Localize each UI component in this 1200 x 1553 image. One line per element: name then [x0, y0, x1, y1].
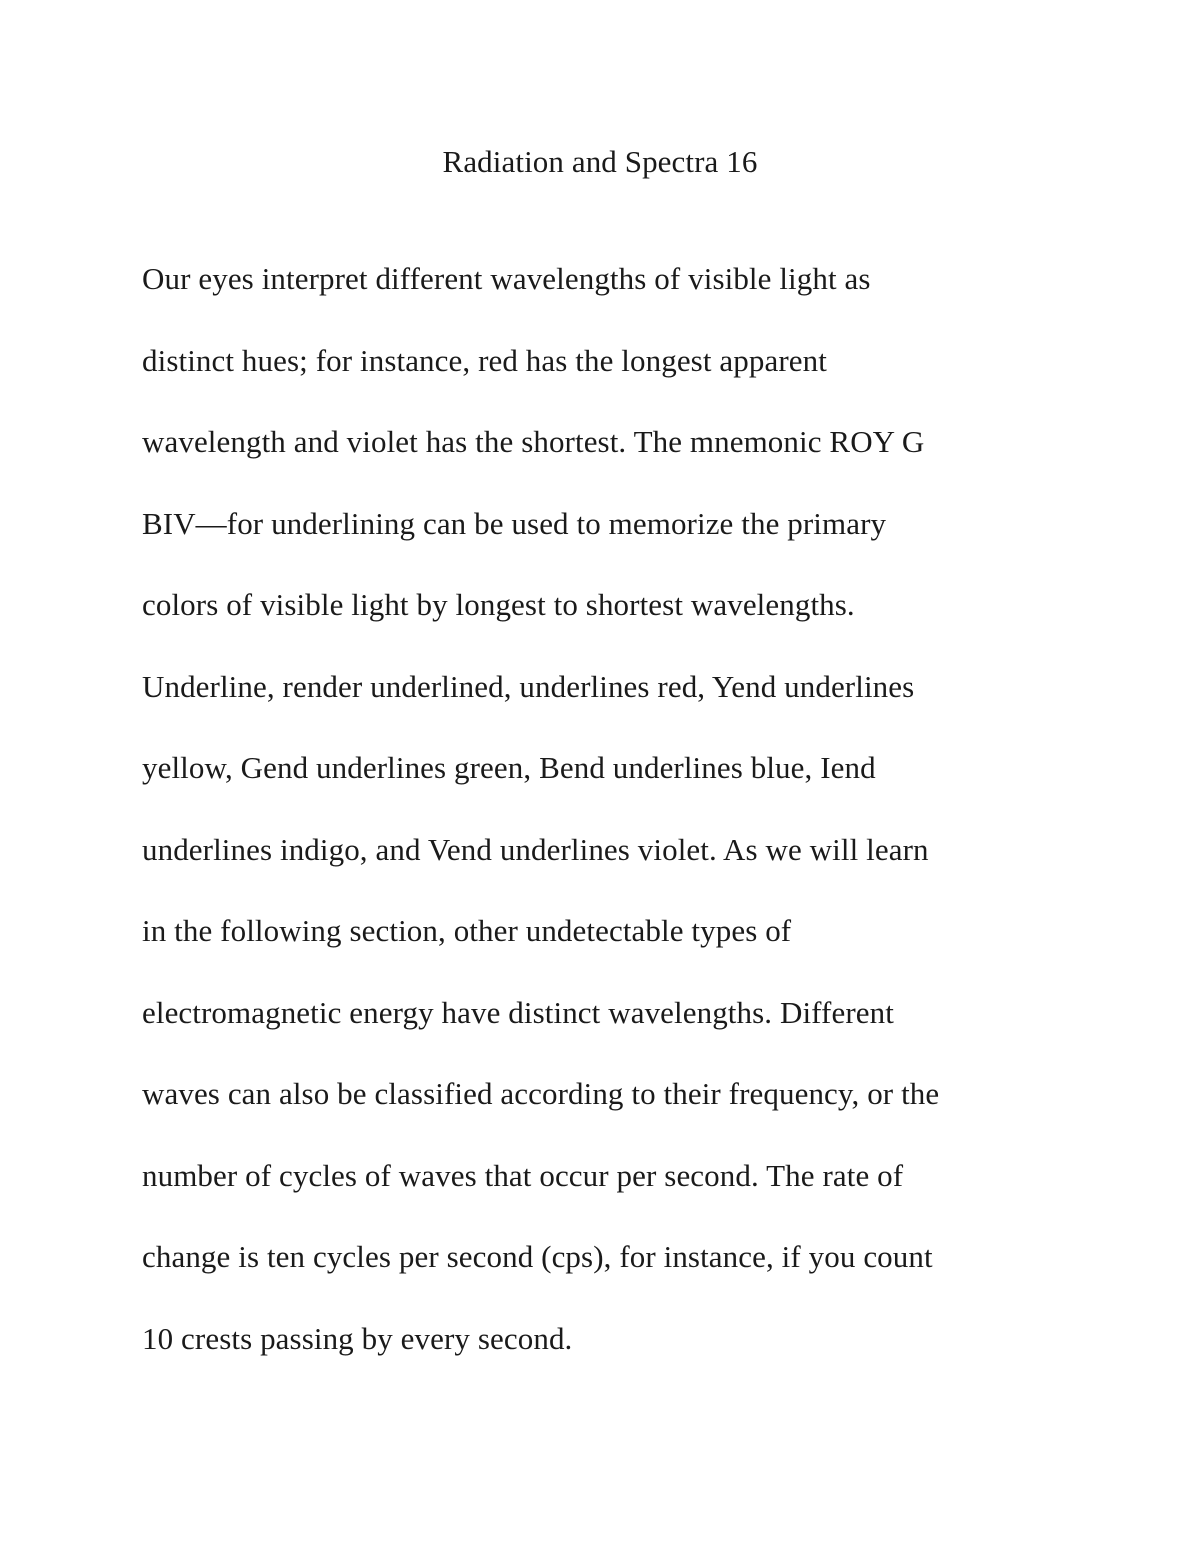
text-line: waves can also be classified according to their frequency, or the: [142, 1076, 940, 1111]
text-line: 10 crests passing by every second.: [142, 1320, 573, 1356]
text-line: number of cycles of waves that occur per second. The rate of: [142, 1157, 904, 1193]
text-line: in the following section, other undetectable types of: [142, 913, 792, 948]
text-line: BIV—for underlining can be used to memorize the primary: [142, 505, 887, 541]
text-line: underlines indigo, and Vend underlines violet. As we will learn: [142, 831, 929, 867]
text-line: colors of visible light by longest to shortest wavelengths.: [142, 587, 855, 622]
text-line: change is ten cycles per second (cps), for instance, if you count: [142, 1239, 933, 1274]
text-line: Our eyes interpret different wavelengths of visible light as: [142, 261, 871, 296]
text-line: Underline, render underlined, underlines red, Yend underlines: [142, 668, 915, 704]
text-line: electromagnetic energy have distinct wavelengths. Different: [142, 994, 894, 1030]
page-title: Radiation and Spectra 16: [442, 144, 758, 179]
body-paragraph: [142, 238, 1072, 1379]
text-line: distinct hues; for instance, red has the longest apparent: [142, 342, 827, 378]
text-line: wavelength and violet has the shortest. The mnemonic ROY G: [142, 424, 925, 459]
text-line: yellow, Gend underlines green, Bend underlines blue, Iend: [142, 750, 876, 785]
